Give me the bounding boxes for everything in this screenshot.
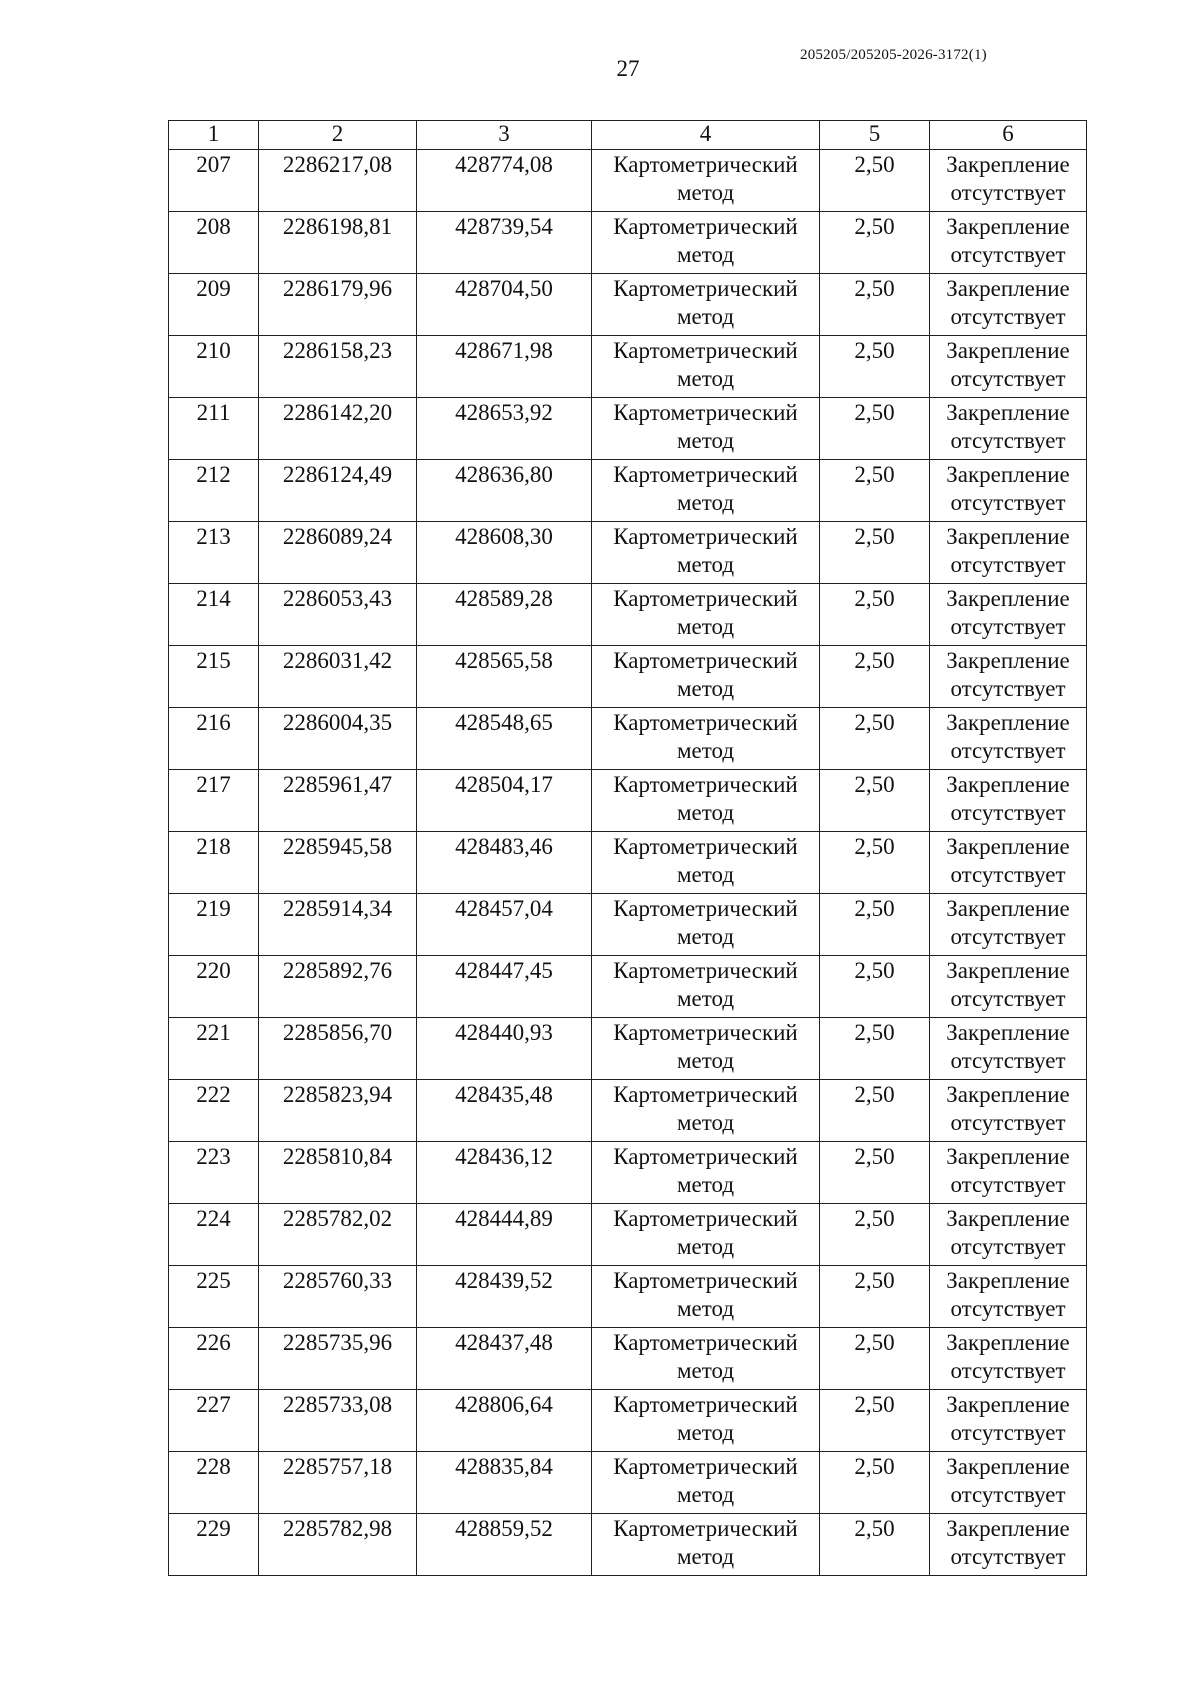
table-row xyxy=(169,894,1087,956)
x-coordinate-cell: 2286158,23 xyxy=(259,336,417,398)
point-number-cell: 212 xyxy=(169,460,259,522)
page-number: 27 xyxy=(616,56,640,81)
table-row xyxy=(169,1514,1087,1576)
y-coordinate-cell: 428653,92 xyxy=(417,398,592,460)
point-number-cell: 213 xyxy=(169,522,259,584)
table-row xyxy=(169,336,1087,398)
accuracy-cell: 2,50 xyxy=(820,1080,930,1142)
y-coordinate-cell: 428440,93 xyxy=(417,1018,592,1080)
x-coordinate-cell: 2285733,08 xyxy=(259,1390,417,1452)
fixation-cell: Закрепление отсутствует xyxy=(930,1142,1087,1204)
accuracy-cell: 2,50 xyxy=(820,1452,930,1514)
fixation-cell: Закрепление отсутствует xyxy=(930,1452,1087,1514)
method-cell: Картометрический метод xyxy=(592,398,820,460)
point-number-cell: 209 xyxy=(169,274,259,336)
y-coordinate-cell: 428835,84 xyxy=(417,1452,592,1514)
x-coordinate-cell: 2286217,08 xyxy=(259,150,417,212)
table-row xyxy=(169,646,1087,708)
y-coordinate-cell: 428437,48 xyxy=(417,1328,592,1390)
fixation-cell: Закрепление отсутствует xyxy=(930,1328,1087,1390)
point-number-cell: 218 xyxy=(169,832,259,894)
accuracy-cell: 2,50 xyxy=(820,832,930,894)
fixation-cell: Закрепление отсутствует xyxy=(930,1080,1087,1142)
fixation-cell: Закрепление отсутствует xyxy=(930,832,1087,894)
method-cell: Картометрический метод xyxy=(592,1204,820,1266)
x-coordinate-cell: 2285782,98 xyxy=(259,1514,417,1576)
table-row xyxy=(169,1018,1087,1080)
table-row xyxy=(169,1204,1087,1266)
point-number-cell: 228 xyxy=(169,1452,259,1514)
fixation-cell: Закрепление отсутствует xyxy=(930,274,1087,336)
y-coordinate-cell: 428589,28 xyxy=(417,584,592,646)
table-header xyxy=(169,121,1087,150)
y-coordinate-cell: 428435,48 xyxy=(417,1080,592,1142)
accuracy-cell: 2,50 xyxy=(820,1514,930,1576)
table-row xyxy=(169,832,1087,894)
y-coordinate-cell: 428806,64 xyxy=(417,1390,592,1452)
table-row xyxy=(169,1080,1087,1142)
x-coordinate-cell: 2285892,76 xyxy=(259,956,417,1018)
method-cell: Картометрический метод xyxy=(592,460,820,522)
method-cell: Картометрический метод xyxy=(592,1142,820,1204)
method-cell: Картометрический метод xyxy=(592,1018,820,1080)
y-coordinate-cell: 428447,45 xyxy=(417,956,592,1018)
method-cell: Картометрический метод xyxy=(592,894,820,956)
y-coordinate-cell: 428444,89 xyxy=(417,1204,592,1266)
x-coordinate-cell: 2285856,70 xyxy=(259,1018,417,1080)
point-number-cell: 207 xyxy=(169,150,259,212)
y-coordinate-cell: 428457,04 xyxy=(417,894,592,956)
y-coordinate-cell: 428739,54 xyxy=(417,212,592,274)
x-coordinate-cell: 2286031,42 xyxy=(259,646,417,708)
fixation-cell: Закрепление отсутствует xyxy=(930,1514,1087,1576)
accuracy-cell: 2,50 xyxy=(820,1018,930,1080)
point-number-cell: 211 xyxy=(169,398,259,460)
table-row xyxy=(169,150,1087,212)
accuracy-cell: 2,50 xyxy=(820,336,930,398)
x-coordinate-cell: 2285961,47 xyxy=(259,770,417,832)
method-cell: Картометрический метод xyxy=(592,274,820,336)
accuracy-cell: 2,50 xyxy=(820,1204,930,1266)
fixation-cell: Закрепление отсутствует xyxy=(930,1018,1087,1080)
fixation-cell: Закрепление отсутствует xyxy=(930,212,1087,274)
method-cell: Картометрический метод xyxy=(592,1266,820,1328)
fixation-cell: Закрепление отсутствует xyxy=(930,150,1087,212)
fixation-cell: Закрепление отсутствует xyxy=(930,1390,1087,1452)
point-number-cell: 210 xyxy=(169,336,259,398)
column-header: 2 xyxy=(259,121,417,150)
x-coordinate-cell: 2285823,94 xyxy=(259,1080,417,1142)
method-cell: Картометрический метод xyxy=(592,1452,820,1514)
x-coordinate-cell: 2285914,34 xyxy=(259,894,417,956)
x-coordinate-cell: 2286004,35 xyxy=(259,708,417,770)
fixation-cell: Закрепление отсутствует xyxy=(930,398,1087,460)
point-number-cell: 223 xyxy=(169,1142,259,1204)
accuracy-cell: 2,50 xyxy=(820,956,930,1018)
y-coordinate-cell: 428704,50 xyxy=(417,274,592,336)
y-coordinate-cell: 428671,98 xyxy=(417,336,592,398)
table-row xyxy=(169,398,1087,460)
x-coordinate-cell: 2285782,02 xyxy=(259,1204,417,1266)
table-row xyxy=(169,1328,1087,1390)
column-header: 1 xyxy=(169,121,259,150)
fixation-cell: Закрепление отсутствует xyxy=(930,584,1087,646)
x-coordinate-cell: 2285945,58 xyxy=(259,832,417,894)
y-coordinate-cell: 428774,08 xyxy=(417,150,592,212)
column-header: 5 xyxy=(820,121,930,150)
accuracy-cell: 2,50 xyxy=(820,894,930,956)
x-coordinate-cell: 2286124,49 xyxy=(259,460,417,522)
point-number-cell: 217 xyxy=(169,770,259,832)
y-coordinate-cell: 428504,17 xyxy=(417,770,592,832)
accuracy-cell: 2,50 xyxy=(820,398,930,460)
point-number-cell: 225 xyxy=(169,1266,259,1328)
fixation-cell: Закрепление отсутствует xyxy=(930,770,1087,832)
y-coordinate-cell: 428483,46 xyxy=(417,832,592,894)
fixation-cell: Закрепление отсутствует xyxy=(930,956,1087,1018)
y-coordinate-cell: 428548,65 xyxy=(417,708,592,770)
point-number-cell: 214 xyxy=(169,584,259,646)
fixation-cell: Закрепление отсутствует xyxy=(930,336,1087,398)
table-row xyxy=(169,274,1087,336)
header-row xyxy=(169,121,1087,150)
y-coordinate-cell: 428565,58 xyxy=(417,646,592,708)
method-cell: Картометрический метод xyxy=(592,584,820,646)
method-cell: Картометрический метод xyxy=(592,522,820,584)
table-row xyxy=(169,584,1087,646)
accuracy-cell: 2,50 xyxy=(820,770,930,832)
table-row xyxy=(169,956,1087,1018)
method-cell: Картометрический метод xyxy=(592,336,820,398)
method-cell: Картометрический метод xyxy=(592,150,820,212)
point-number-cell: 229 xyxy=(169,1514,259,1576)
point-number-cell: 226 xyxy=(169,1328,259,1390)
table-row xyxy=(169,1452,1087,1514)
table-row xyxy=(169,212,1087,274)
x-coordinate-cell: 2286142,20 xyxy=(259,398,417,460)
table-row xyxy=(169,460,1087,522)
fixation-cell: Закрепление отсутствует xyxy=(930,646,1087,708)
method-cell: Картометрический метод xyxy=(592,770,820,832)
fixation-cell: Закрепление отсутствует xyxy=(930,708,1087,770)
x-coordinate-cell: 2285735,96 xyxy=(259,1328,417,1390)
point-number-cell: 227 xyxy=(169,1390,259,1452)
accuracy-cell: 2,50 xyxy=(820,212,930,274)
accuracy-cell: 2,50 xyxy=(820,584,930,646)
method-cell: Картометрический метод xyxy=(592,212,820,274)
table-row xyxy=(169,522,1087,584)
point-number-cell: 220 xyxy=(169,956,259,1018)
x-coordinate-cell: 2285810,84 xyxy=(259,1142,417,1204)
point-number-cell: 224 xyxy=(169,1204,259,1266)
column-header: 4 xyxy=(592,121,820,150)
coordinates-table xyxy=(168,120,1087,1576)
accuracy-cell: 2,50 xyxy=(820,708,930,770)
accuracy-cell: 2,50 xyxy=(820,1328,930,1390)
y-coordinate-cell: 428439,52 xyxy=(417,1266,592,1328)
document-reference: 205205/205205-2026-3172(1) xyxy=(800,47,987,63)
fixation-cell: Закрепление отсутствует xyxy=(930,522,1087,584)
x-coordinate-cell: 2285760,33 xyxy=(259,1266,417,1328)
point-number-cell: 219 xyxy=(169,894,259,956)
fixation-cell: Закрепление отсутствует xyxy=(930,1204,1087,1266)
table-row xyxy=(169,708,1087,770)
y-coordinate-cell: 428436,12 xyxy=(417,1142,592,1204)
accuracy-cell: 2,50 xyxy=(820,522,930,584)
table-body xyxy=(169,150,1087,1576)
x-coordinate-cell: 2286179,96 xyxy=(259,274,417,336)
x-coordinate-cell: 2286089,24 xyxy=(259,522,417,584)
point-number-cell: 221 xyxy=(169,1018,259,1080)
accuracy-cell: 2,50 xyxy=(820,460,930,522)
y-coordinate-cell: 428859,52 xyxy=(417,1514,592,1576)
method-cell: Картометрический метод xyxy=(592,708,820,770)
y-coordinate-cell: 428636,80 xyxy=(417,460,592,522)
table-row xyxy=(169,1142,1087,1204)
method-cell: Картометрический метод xyxy=(592,1328,820,1390)
column-header: 3 xyxy=(417,121,592,150)
method-cell: Картометрический метод xyxy=(592,1390,820,1452)
method-cell: Картометрический метод xyxy=(592,646,820,708)
method-cell: Картометрический метод xyxy=(592,1080,820,1142)
method-cell: Картометрический метод xyxy=(592,1514,820,1576)
column-header: 6 xyxy=(930,121,1087,150)
x-coordinate-cell: 2285757,18 xyxy=(259,1452,417,1514)
point-number-cell: 215 xyxy=(169,646,259,708)
x-coordinate-cell: 2286198,81 xyxy=(259,212,417,274)
y-coordinate-cell: 428608,30 xyxy=(417,522,592,584)
x-coordinate-cell: 2286053,43 xyxy=(259,584,417,646)
accuracy-cell: 2,50 xyxy=(820,1390,930,1452)
point-number-cell: 222 xyxy=(169,1080,259,1142)
accuracy-cell: 2,50 xyxy=(820,1266,930,1328)
method-cell: Картометрический метод xyxy=(592,956,820,1018)
table-row xyxy=(169,1390,1087,1452)
point-number-cell: 216 xyxy=(169,708,259,770)
accuracy-cell: 2,50 xyxy=(820,1142,930,1204)
accuracy-cell: 2,50 xyxy=(820,274,930,336)
fixation-cell: Закрепление отсутствует xyxy=(930,894,1087,956)
point-number-cell: 208 xyxy=(169,212,259,274)
accuracy-cell: 2,50 xyxy=(820,150,930,212)
method-cell: Картометрический метод xyxy=(592,832,820,894)
table-row xyxy=(169,1266,1087,1328)
fixation-cell: Закрепление отсутствует xyxy=(930,1266,1087,1328)
fixation-cell: Закрепление отсутствует xyxy=(930,460,1087,522)
table-row xyxy=(169,770,1087,832)
accuracy-cell: 2,50 xyxy=(820,646,930,708)
